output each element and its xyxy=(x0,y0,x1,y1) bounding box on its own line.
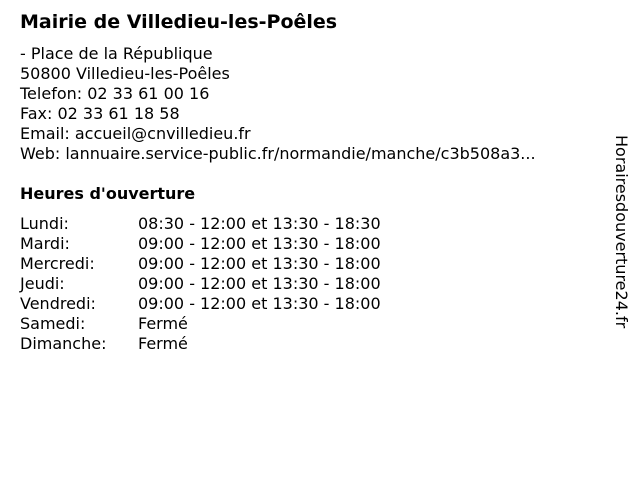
fax-number: Fax: 02 33 61 18 58 xyxy=(20,104,180,123)
hours-row-monday xyxy=(20,214,440,234)
day-label: Mardi: xyxy=(20,234,70,253)
time-range: 08:30 - 12:00 et 13:30 - 18:30 xyxy=(138,214,381,233)
site-watermark: Horairesdouverture24.fr xyxy=(612,135,631,329)
time-range: Fermé xyxy=(138,314,188,333)
day-label: Samedi: xyxy=(20,314,86,333)
phone-number: Telefon: 02 33 61 00 16 xyxy=(20,84,210,103)
page-title: Mairie de Villedieu-les-Poêles xyxy=(20,11,338,33)
website-url: Web: lannuaire.service-public.fr/normandie/manche/c3b508a3... xyxy=(20,144,536,163)
time-range: 09:00 - 12:00 et 13:30 - 18:00 xyxy=(138,254,381,273)
hours-row-thursday xyxy=(20,274,440,294)
address-street: - Place de la République xyxy=(20,44,213,63)
hours-row-wednesday xyxy=(20,254,440,274)
hours-heading: Heures d'ouverture xyxy=(20,184,196,203)
time-range: 09:00 - 12:00 et 13:30 - 18:00 xyxy=(138,294,381,313)
hours-row-saturday xyxy=(20,314,440,334)
email-address: Email: accueil@cnvilledieu.fr xyxy=(20,124,251,143)
hours-row-friday xyxy=(20,294,440,314)
time-range: 09:00 - 12:00 et 13:30 - 18:00 xyxy=(138,274,381,293)
day-label: Lundi: xyxy=(20,214,69,233)
time-range: Fermé xyxy=(138,334,188,353)
contact-block xyxy=(20,44,536,164)
hours-row-sunday xyxy=(20,334,440,354)
day-label: Jeudi: xyxy=(20,274,65,293)
day-label: Vendredi: xyxy=(20,294,96,313)
hours-row-tuesday xyxy=(20,234,440,254)
day-label: Dimanche: xyxy=(20,334,107,353)
time-range: 09:00 - 12:00 et 13:30 - 18:00 xyxy=(138,234,381,253)
opening-hours-table xyxy=(20,214,440,354)
address-city: 50800 Villedieu-les-Poêles xyxy=(20,64,230,83)
day-label: Mercredi: xyxy=(20,254,95,273)
